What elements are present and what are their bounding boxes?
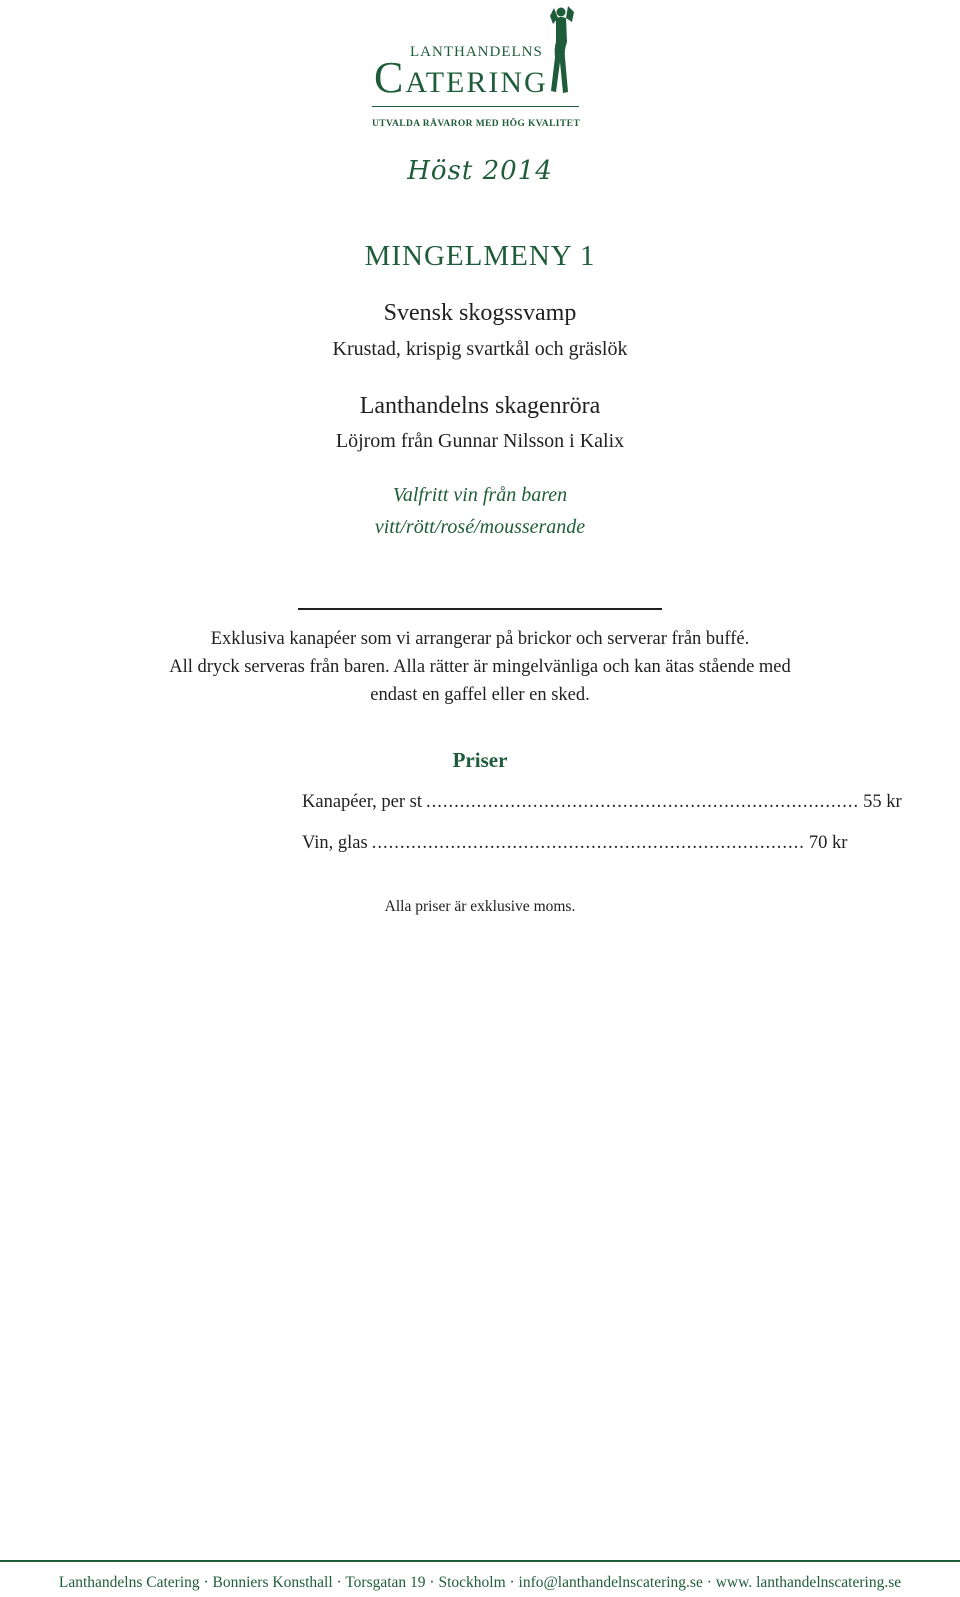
- menu-title: MINGELMENY 1: [364, 240, 596, 272]
- info-line-1: Exklusiva kanapéer som vi arrangerar på brickor och serverar från buffé.: [210, 629, 750, 649]
- figure-statue-icon: [544, 2, 582, 102]
- info-line-2: All dryck serveras från baren. Alla rätter är mingelvänliga och kan ätas stående med: [169, 657, 791, 677]
- vat-note: Alla priser är exklusive moms.: [384, 898, 576, 915]
- divider: [298, 608, 662, 610]
- price-leader: .............................................................................: [425, 792, 860, 812]
- wine-line-2: vitt/rött/rosé/mousserande: [374, 516, 586, 538]
- wine-line-1: Valfritt vin från baren: [392, 484, 568, 506]
- company-logo: [372, 2, 592, 130]
- price-row: [302, 792, 902, 813]
- season-title: Höst 2014: [407, 156, 553, 186]
- logo-rule: [372, 106, 579, 107]
- price-label: Kanapéer, per st: [302, 792, 422, 812]
- dish-2-name: Lanthandelns skagenröra: [359, 393, 601, 419]
- dish-1-name: Svensk skogssvamp: [383, 300, 577, 326]
- dish-2-description: Löjrom från Gunnar Nilsson i Kalix: [335, 430, 625, 452]
- logo-top-text: LANTHANDELNS: [410, 44, 543, 60]
- info-line-3: endast en gaffel eller en sked.: [370, 685, 590, 705]
- price-value: 55 kr: [863, 792, 902, 812]
- price-row: [302, 833, 848, 854]
- prices-heading: Priser: [452, 748, 508, 772]
- price-value: 70 kr: [808, 833, 848, 853]
- logo-main-text: CATERING: [374, 53, 548, 102]
- dish-1-description: Krustad, krispig svartkål och gräslök: [332, 338, 628, 360]
- footer-contact: Lanthandelns Catering · Bonniers Konsthall · Torsgatan 19 · Stockholm · info@lanthandelnscatering.se · www. lanthandelnscatering.se: [58, 1574, 902, 1591]
- footer-rule: [0, 1560, 960, 1562]
- price-label: Vin, glas: [302, 833, 368, 853]
- logo-tagline: UTVALDA RÅVAROR MED HÖG KVALITET: [372, 119, 581, 129]
- price-leader: .............................................................................: [371, 833, 805, 853]
